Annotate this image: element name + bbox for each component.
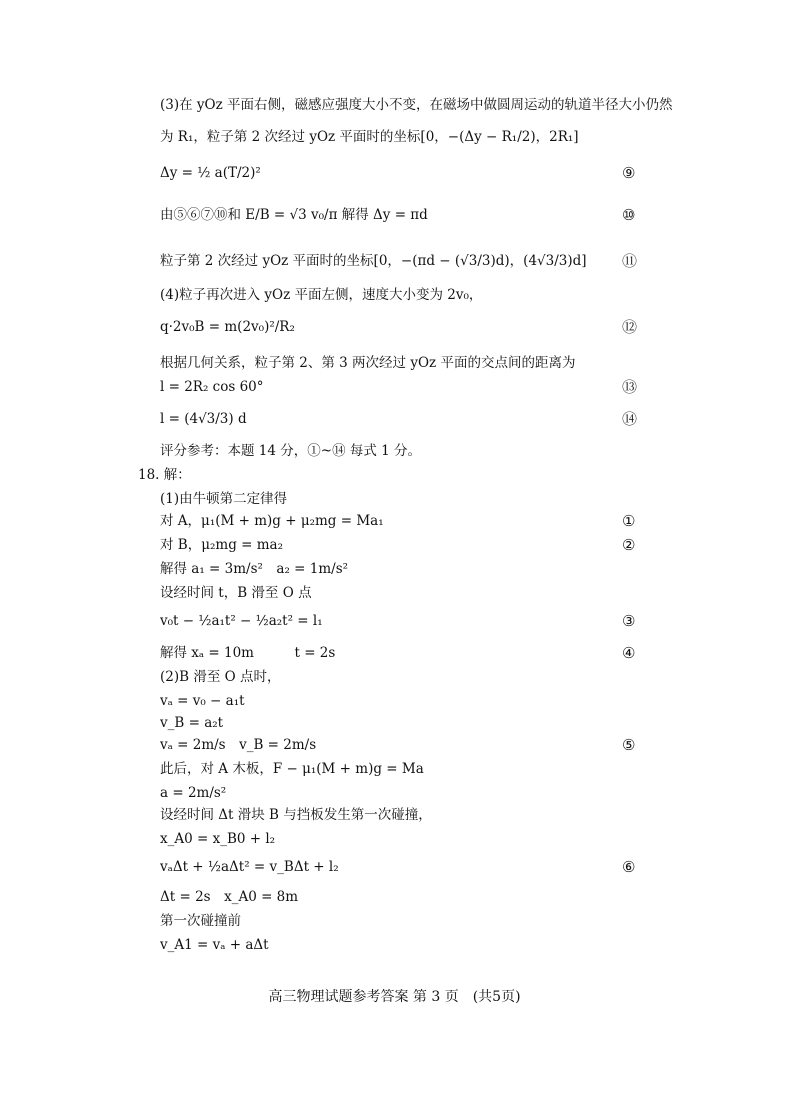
text-line (0, 782, 789, 806)
text-line (0, 408, 789, 432)
equation-number: ⑪ (622, 252, 638, 270)
text-line (0, 856, 789, 880)
line-text: 设经时间 t，B 滑至 O 点 (160, 585, 312, 601)
line-text: 18. 解： (138, 467, 191, 483)
line-text: x_A0 = x_B0 + l₂ (160, 831, 276, 847)
text-line (0, 352, 789, 376)
text-line (0, 534, 789, 558)
text-line (0, 94, 789, 118)
text-line (0, 510, 789, 534)
line-text: 解得 xₐ = 10m t = 2s (160, 645, 336, 661)
text-line (0, 734, 789, 758)
line-text: 对 B，μ₂mg = ma₂ (160, 537, 283, 553)
line-text: 第一次碰撞前 (160, 913, 241, 929)
equation-number: ① (622, 512, 636, 530)
line-text: l = 2R₂ cos 60° (160, 379, 264, 395)
line-text: 根据几何关系，粒子第 2、第 3 两次经过 yOz 平面的交点间的距离为 (160, 355, 576, 371)
text-line (0, 558, 789, 582)
line-text: vₐ = v₀ − a₁t (160, 693, 245, 709)
equation-number: ④ (622, 644, 636, 662)
text-line (0, 690, 789, 714)
text-line (0, 464, 789, 488)
line-text: 对 A，μ₁(M + m)g + μ₂mg = Ma₁ (160, 513, 384, 529)
text-line (0, 642, 789, 666)
text-line (0, 804, 789, 828)
line-text: Δy = ½ a(T/2)² (160, 165, 261, 181)
line-text: vₐΔt + ½aΔt² = v_BΔt + l₂ (160, 859, 339, 875)
line-text: q·2v₀B = m(2v₀)²/R₂ (160, 319, 295, 335)
equation-number: ⑬ (622, 378, 638, 396)
text-line (0, 488, 789, 512)
equation-number: ⑩ (622, 206, 636, 224)
text-line (0, 204, 789, 228)
text-line (0, 250, 789, 274)
equation-number: ⑨ (622, 164, 636, 182)
text-line (0, 934, 789, 958)
line-text: 解得 a₁ = 3m/s² a₂ = 1m/s² (160, 561, 349, 577)
text-line (0, 376, 789, 400)
equation-number: ⑥ (622, 858, 636, 876)
line-text: 评分参考：本题 14 分，①~⑭ 每式 1 分。 (160, 443, 422, 459)
text-line (0, 828, 789, 852)
line-text: 设经时间 Δt 滑块 B 与挡板发生第一次碰撞， (160, 807, 432, 823)
text-line (0, 582, 789, 606)
text-line (0, 666, 789, 690)
line-text: 由⑤⑥⑦⑩和 E/B = √3 v₀/π 解得 Δy = πd (160, 207, 428, 223)
text-line (0, 712, 789, 736)
text-line (0, 910, 789, 934)
page-footer: 高三物理试题参考答案 第 3 页 (共5页) (268, 989, 521, 1005)
line-text: (4)粒子再次进入 yOz 平面左侧，速度大小变为 2v₀， (160, 287, 483, 303)
text-line (0, 126, 789, 150)
line-text: v_A1 = vₐ + aΔt (160, 937, 269, 953)
line-text: (1)由牛顿第二定律得 (160, 491, 288, 507)
text-line (0, 162, 789, 186)
text-line (0, 284, 789, 308)
line-text: 为 R₁，粒子第 2 次经过 yOz 平面时的坐标[0，−(Δy − R₁/2)，2R₁] (160, 129, 579, 145)
line-text: v₀t − ½a₁t² − ½a₂t² = l₁ (160, 613, 323, 629)
text-line (0, 440, 789, 464)
line-text: 此后，对 A 木板，F − μ₁(M + m)g = Ma (160, 761, 424, 777)
text-line (0, 758, 789, 782)
line-text: 粒子第 2 次经过 yOz 平面时的坐标[0，−(πd − (√3/3)d)，(4√3/3)d] (160, 253, 587, 269)
text-line (0, 610, 789, 634)
line-text: (2)B 滑至 O 点时， (160, 669, 281, 685)
equation-number: ⑫ (622, 318, 638, 336)
equation-number: ③ (622, 612, 636, 630)
text-line (0, 886, 789, 910)
line-text: v_B = a₂t (160, 715, 224, 731)
equation-number: ⑭ (622, 410, 638, 428)
equation-number: ⑤ (622, 736, 636, 754)
line-text: vₐ = 2m/s v_B = 2m/s (160, 737, 317, 753)
line-text: a = 2m/s² (160, 785, 227, 801)
line-text: l = (4√3/3) d (160, 411, 247, 427)
line-text: Δt = 2s x_A0 = 8m (160, 889, 299, 905)
line-text: (3)在 yOz 平面右侧，磁感应强度大小不变，在磁场中做圆周运动的轨道半径大小仍然 (160, 97, 673, 113)
equation-number: ② (622, 536, 636, 554)
text-line (0, 316, 789, 340)
